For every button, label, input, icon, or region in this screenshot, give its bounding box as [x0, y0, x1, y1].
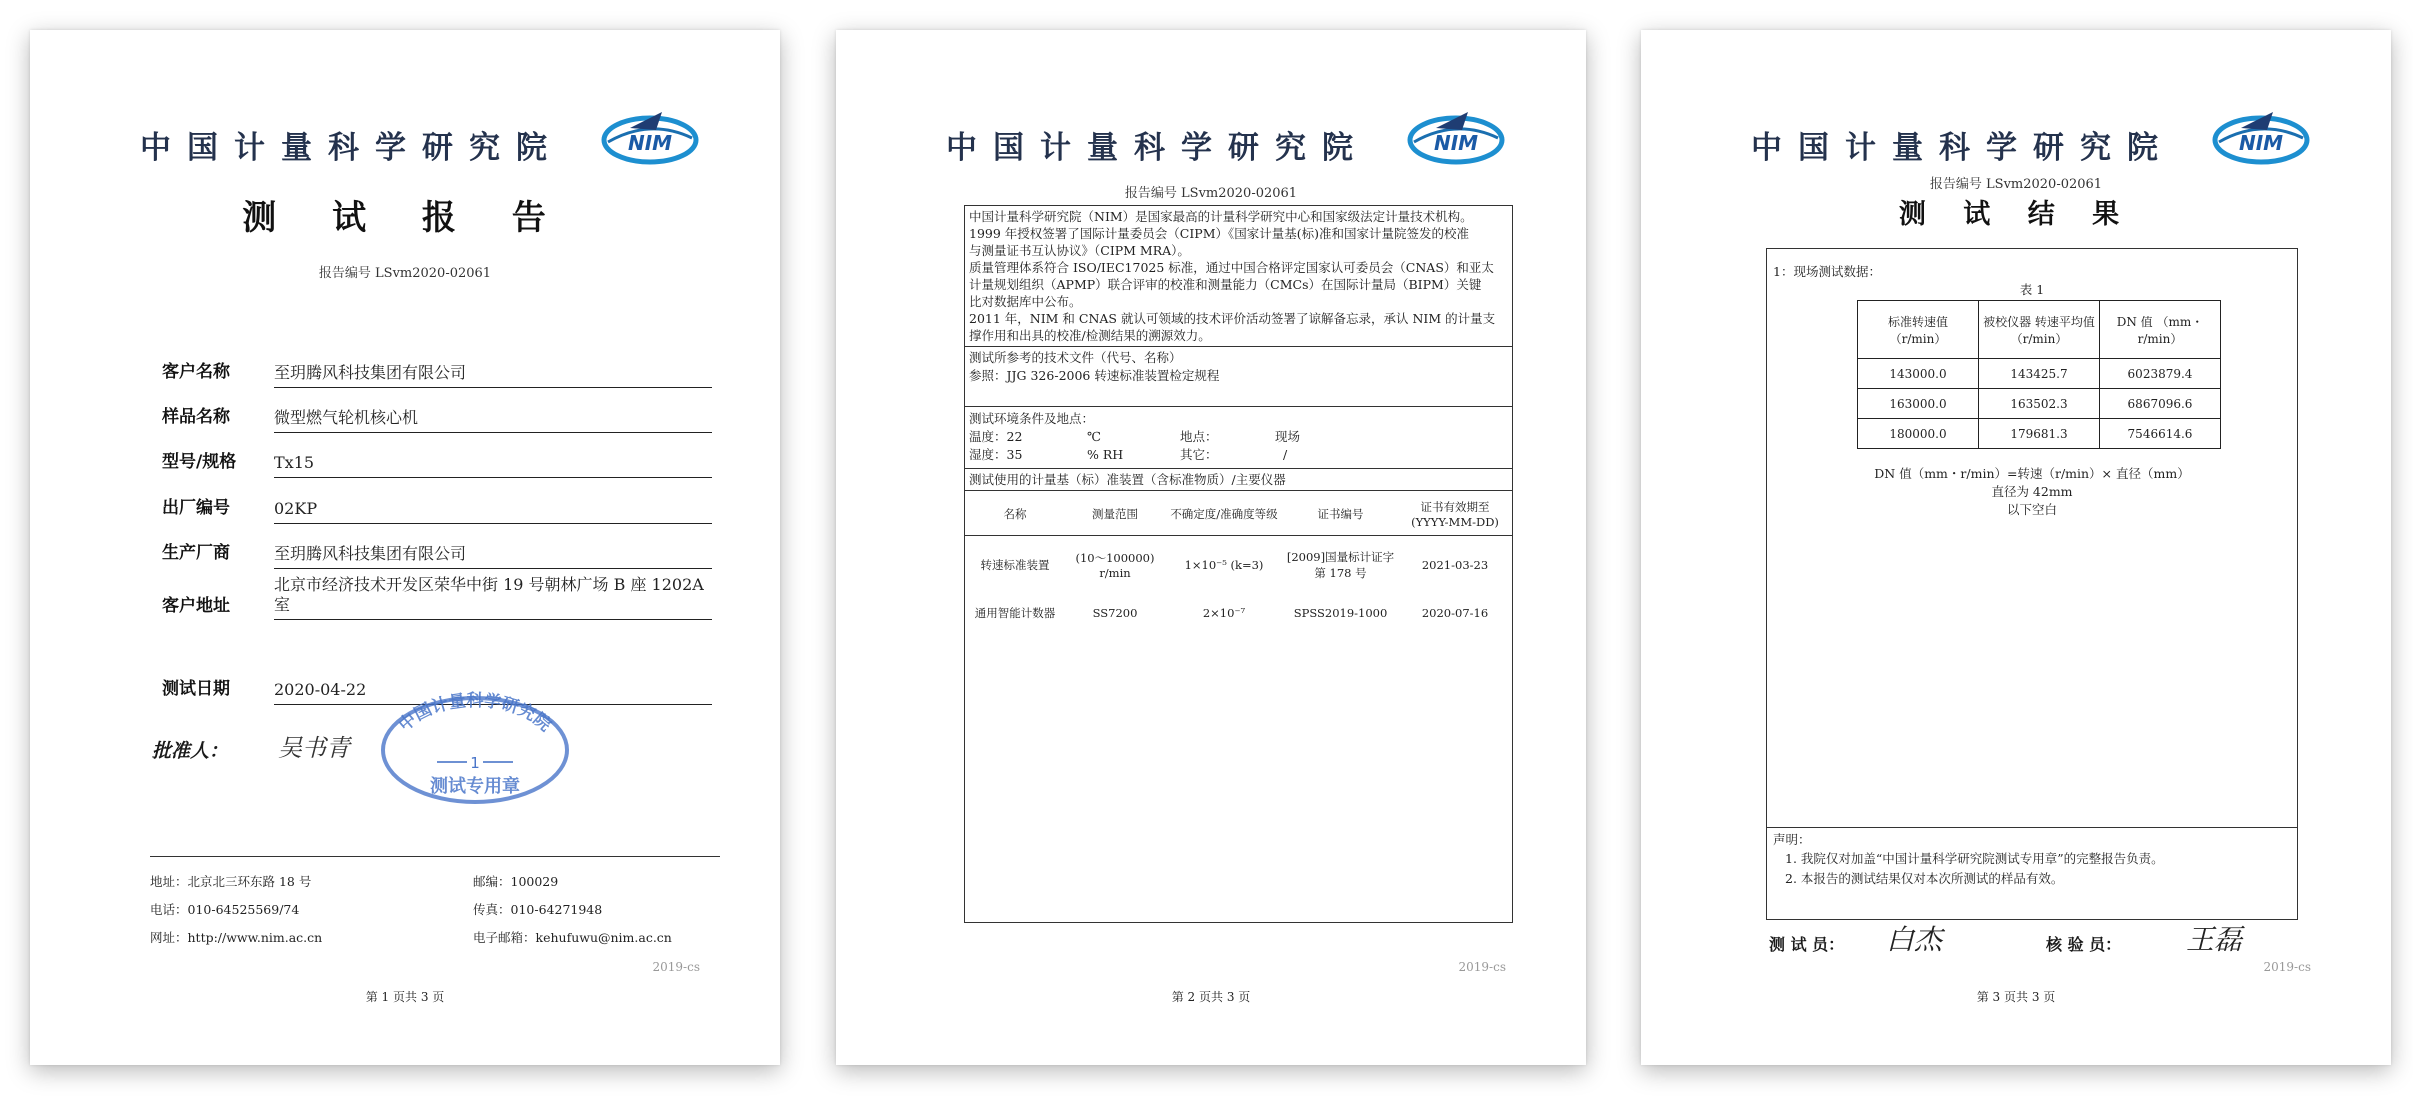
header-cell: 测量范围	[1092, 506, 1138, 521]
cell: 2×10⁻⁷	[1202, 606, 1246, 620]
cell: 179681.3	[1979, 419, 2100, 449]
seal-bottom-text: 测试专用章	[430, 776, 520, 797]
cell: SPSS2019-1000	[1293, 606, 1388, 620]
info-frame	[964, 205, 1513, 923]
field-model	[162, 438, 712, 478]
cell: 2021-03-23	[1421, 558, 1489, 573]
field-manufacturer	[162, 529, 712, 569]
statement-label: 声明：	[1773, 832, 1811, 847]
logo-text: NIM	[2238, 131, 2284, 155]
footer-website: 网址：http://www.nim.ac.cn	[150, 930, 323, 945]
cell: 2020-07-16	[1421, 606, 1489, 620]
nim-logo-icon	[1406, 108, 1506, 166]
field-value: 微型燃气轮机核心机	[274, 408, 712, 433]
field-sample-name	[162, 393, 712, 433]
cell: 7546614.6	[2100, 419, 2221, 449]
ref-doc-label: 测试所参考的技术文件（代号、名称）	[969, 350, 1182, 365]
page-number: 第 3 页共 3 页	[1976, 990, 2056, 1004]
results-title: 测 试 结 果	[1898, 199, 2134, 230]
table-caption: 表 1	[2019, 282, 2045, 297]
report-number: 报告编号 LSvm2020-02061	[1929, 177, 2103, 192]
footer-phone: 电话：010-64525569/74	[150, 902, 300, 917]
approver-label: 批准人：	[152, 740, 229, 762]
table-row	[1858, 359, 2221, 389]
field-label: 客户地址	[162, 596, 230, 616]
field-value: 至玥腾风科技集团有限公司	[274, 544, 712, 569]
temperature: 温度：22	[969, 429, 1023, 444]
cell: 6867096.6	[2100, 389, 2221, 419]
org-name: 中国计量科学研究院	[140, 130, 563, 166]
blank-note: 以下空白	[2006, 502, 2057, 517]
footer-postcode: 邮编：100029	[473, 874, 559, 889]
field-label: 客户名称	[162, 362, 230, 382]
edition-mark: 2019-cs	[1458, 960, 1506, 974]
humidity-unit: % RH	[1087, 447, 1124, 462]
env-label: 测试环境条件及地点：	[969, 411, 1095, 426]
other-value: /	[1283, 447, 1288, 462]
report-title: 测 试 报 告	[242, 198, 568, 238]
header-cell: 被校仪器 转速平均值 （r/min）	[1979, 301, 2100, 359]
results-frame	[1766, 248, 2298, 920]
cell: 143425.7	[1979, 359, 2100, 389]
seal-number: 1	[470, 754, 480, 772]
location-label: 地点：	[1180, 429, 1218, 444]
edition-mark: 2019-cs	[652, 960, 700, 974]
cell: 143000.0	[1858, 359, 1979, 389]
field-value: 02KP	[274, 499, 712, 524]
table-row	[965, 535, 1512, 595]
logo-text: NIM	[1433, 131, 1479, 155]
tester-signature: 白杰	[1886, 923, 1943, 956]
footer-divider	[150, 856, 720, 857]
report-page-2	[836, 30, 1586, 1065]
ref-doc-value: 参照：JJG 326-2006 转速标准装置检定规程	[969, 368, 1220, 383]
footer-address: 地址：北京北三环东路 18 号	[150, 874, 312, 889]
footer-fax: 传真：010-64271948	[473, 902, 603, 917]
logo-text: NIM	[627, 131, 673, 155]
org-name: 中国计量科学研究院	[1751, 130, 2174, 166]
cell: 163000.0	[1858, 389, 1979, 419]
humidity: 湿度：35	[969, 447, 1023, 462]
svg-text:中国计量科学研究院	[394, 690, 555, 736]
cell: SS7200	[1092, 606, 1138, 620]
page-number: 第 1 页共 3 页	[365, 990, 445, 1004]
cell: [2009]国量标计证字第 178 号	[1286, 550, 1395, 581]
org-name: 中国计量科学研究院	[946, 130, 1369, 166]
location-value: 现场	[1275, 429, 1301, 444]
statement-2: 2. 本报告的测试结果仅对本次所测试的样品有效。	[1785, 871, 2064, 886]
field-label: 型号/规格	[162, 452, 237, 472]
field-label: 样品名称	[162, 407, 230, 427]
verifier-label: 核 验 员：	[2046, 935, 2122, 954]
cell: 通用智能计数器	[974, 606, 1056, 620]
field-customer-address	[162, 568, 712, 620]
field-value: 2020-04-22	[274, 680, 712, 705]
table-header-row	[1858, 301, 2221, 359]
cell: 转速标准装置	[980, 558, 1050, 573]
table-row	[965, 595, 1512, 631]
report-page-1	[30, 30, 780, 1065]
edition-mark: 2019-cs	[2263, 960, 2311, 974]
instruments-table	[965, 493, 1512, 631]
field-value: 北京市经济技术开发区荣华中街 19 号朝林广场 B 座 1202A 室	[274, 575, 712, 620]
footer-email: 电子邮箱：kehufuwu@nim.ac.cn	[473, 930, 672, 945]
cell: 180000.0	[1858, 419, 1979, 449]
field-label: 测试日期	[162, 679, 230, 699]
seal-arc-text: 中国计量科学研究院	[395, 691, 555, 736]
page-number: 第 2 页共 3 页	[1171, 990, 1251, 1004]
tester-label: 测 试 员：	[1769, 935, 1845, 954]
statement-1: 1. 我院仅对加盖“中国计量科学研究院测试专用章”的完整报告负责。	[1785, 851, 2164, 866]
header-cell: 标准转速值 （r/min）	[1858, 301, 1979, 359]
cell: 1×10⁻⁵ (k=3)	[1184, 558, 1264, 573]
diameter-note: 直径为 42mm	[1991, 484, 2073, 499]
cell: 6023879.4	[2100, 359, 2221, 389]
results-table	[1857, 300, 2221, 449]
field-customer-name	[162, 348, 712, 388]
nim-logo-icon	[600, 108, 700, 166]
header-cell: 名称	[1003, 506, 1027, 521]
temperature-unit: ℃	[1087, 429, 1101, 444]
official-seal	[375, 690, 575, 810]
report-number: 报告编号 LSvm2020-02061	[1124, 186, 1298, 201]
instruments-label: 测试使用的计量基（标）准装置（含标准物质）/主要仪器	[969, 472, 1286, 487]
report-number: 报告编号 LSvm2020-02061	[318, 266, 492, 281]
field-value: Tx15	[274, 453, 712, 478]
section-label: 1：现场测试数据：	[1773, 264, 1881, 279]
cell: 163502.3	[1979, 389, 2100, 419]
field-label: 出厂编号	[162, 498, 230, 518]
field-label: 生产厂商	[162, 543, 230, 563]
header-cell: 不确定度/准确度等级	[1170, 506, 1278, 521]
header-cell: DN 值 （mm・r/min）	[2100, 301, 2221, 359]
nim-logo-icon	[2211, 108, 2311, 166]
report-page-3	[1641, 30, 2391, 1065]
field-value: 至玥腾风科技集团有限公司	[274, 363, 712, 388]
nim-intro: 中国计量科学研究院（NIM）是国家最高的计量科学研究中心和国家级法定计量技术机构。 1999 年授权签署了国际计量委员会（CIPM）《国家计量基(标)准和国家计量院签发的校准 与测量证书互认协议》（CIPM MRA）。 质量管理体系符合 ISO/IEC17025 标准，通过中国合格评定国家认可委员会（CNAS）和亚太 计量规划组织（APMP）联合评审的校准和测量能力（CMCs）在国际计量局（BIPM）关键 比对数据库中公布。 2011 年，NIM 和 CNAS 就认可领域的技术评价活动签署了谅解备忘录，承认 NIM 的计量支 撑作用和出具的校准/检测结果的溯源效力。	[969, 209, 1496, 343]
table-row	[1858, 419, 2221, 449]
dn-formula: DN 值（mm・r/min）=转速（r/min）× 直径（mm）	[1874, 466, 2190, 481]
table-header-row	[965, 493, 1512, 535]
verifier-signature: 王磊	[2186, 923, 2243, 956]
approver-signature: 吴书青	[278, 734, 350, 762]
other-label: 其它：	[1180, 447, 1218, 462]
header-cell: 证书编号	[1317, 506, 1364, 521]
table-row	[1858, 389, 2221, 419]
field-serial-number	[162, 484, 712, 524]
header-cell: 证书有效期至 (YYYY-MM-DD)	[1411, 499, 1499, 529]
cell: (10～100000) r/min	[1075, 551, 1155, 581]
